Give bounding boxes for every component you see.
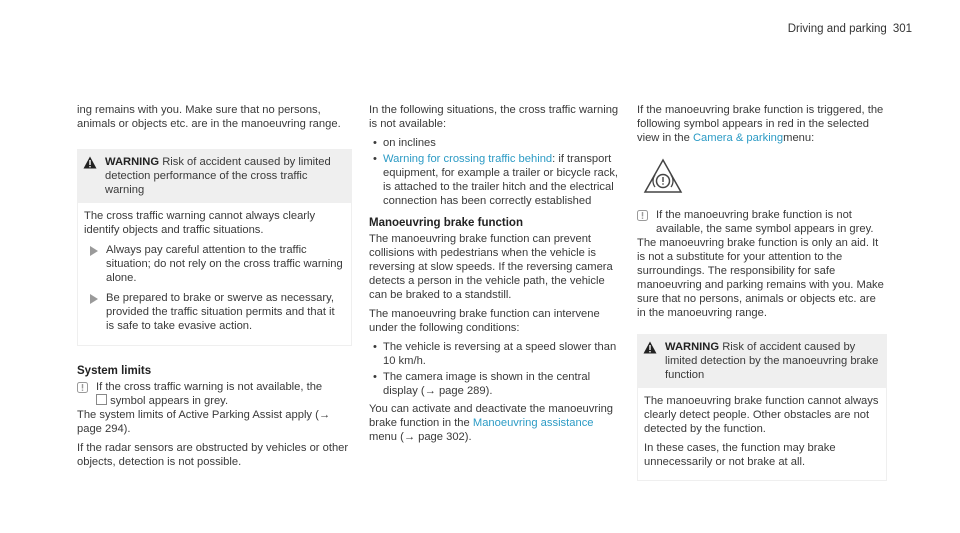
manoeuvring-assistance-link[interactable]: Manoeuvring assistance [472,417,594,429]
page-header [788,22,912,36]
warning-body-2: In these cases, the function may brake unnecessarily or not brake at all. [644,442,836,468]
column-3 [637,103,887,491]
action-item: Be prepared to brake or swerve as necessary, provided the traffic situation permits and that it is safe to take evasive action. [84,291,345,333]
system-limits-paragraph: The system limits of Active Parking Assist apply (→ page 294). [77,409,331,435]
note-item: If the cross traffic warning is not available, the symbol appears in grey. [77,380,352,408]
list-item: • on inclines [373,137,436,149]
action-item: Always pay careful attention to the traffic situation; do not rely on the cross traffic warning alone. [84,243,345,285]
cross-traffic-symbol-icon [96,394,107,405]
column-2 [369,103,619,449]
intro-paragraph: In the following situations, the cross traffic warning is not available: [369,104,619,130]
warning-body-1: The manoeuvring brake function cannot always clearly detect people. Other obstacles are not detected by the function. [644,395,879,435]
list-item: • The camera image is shown in the central display (→ page 289). [373,371,591,397]
page-number: 301 [892,23,912,35]
warning-body: The cross traffic warning cannot always clearly identify objects and traffic situations. [84,210,316,236]
radar-paragraph: If the radar sensors are obstructed by vehicles or other objects, detection is not possible. [77,442,349,468]
list-item: • Warning for crossing traffic behind: if transport equipment, for example a trailer or bicycle rack, is attached to the trailer hitch and the electrical connection has been correctly established [373,153,619,207]
camera-parking-link[interactable]: Camera & parking [692,132,784,144]
action-arrow-icon [88,294,100,304]
continued-text: ing remains with you. Make sure that no persons, animals or objects etc. are in the manoeuvring range. [77,104,341,130]
note-item: If the manoeuvring brake function is not available, the same symbol appears in grey. [637,208,887,236]
warning-label: WARNING [105,156,160,168]
aid-paragraph: The manoeuvring brake function is only an aid. It is not a substitute for your attention to the surroundings. The responsibility for safe manoeuvring and parking remains with you. Make sure that no persons, animals or objects etc. are in the manoeuvring range. [637,237,884,319]
warning-heading: Risk of accident caused by limited detection performance of the cross traffic warning [105,156,331,196]
system-limits-heading: System limits [77,365,152,377]
brake-paragraph-2: The manoeuvring brake function can intervene under the following conditions: [369,308,600,334]
warning-label: WARNING [665,341,720,353]
list-item: • The vehicle is reversing at a speed slower than 10 km/h. [373,341,617,367]
manoeuvring-brake-heading: Manoeuvring brake function [369,217,523,229]
trigger-paragraph: If the manoeuvring brake function is triggered, the following symbol appears in red in the selected view in the Camera & parkingmenu: [637,104,884,144]
brake-paragraph-1: The manoeuvring brake function can prevent collisions with pedestrians when the vehicle is reversing at slow speeds. If the reversing camera detects a person in the vehicle path, the vehicle can be braked to a standstill. [369,233,613,301]
brake-paragraph-3: You can activate and deactivate the manoeuvring brake function in the Manoeuvring assistance menu (→ page 302). [369,403,614,443]
warning-box-cross-traffic [77,149,352,346]
column-1 [77,103,352,474]
action-arrow-icon [88,246,100,256]
warning-heading: Risk of accident caused by limited detection by the manoeuvring brake function [665,341,879,381]
section-title: Driving and parking [787,23,887,35]
warning-box-brake [637,334,887,481]
warning-triangle-icon [83,156,97,169]
crossing-traffic-link[interactable]: Warning for crossing traffic behind [383,153,553,165]
info-note-icon [637,210,648,221]
brake-warning-icon [643,158,683,194]
info-note-icon [77,382,88,393]
warning-triangle-icon [643,341,657,354]
